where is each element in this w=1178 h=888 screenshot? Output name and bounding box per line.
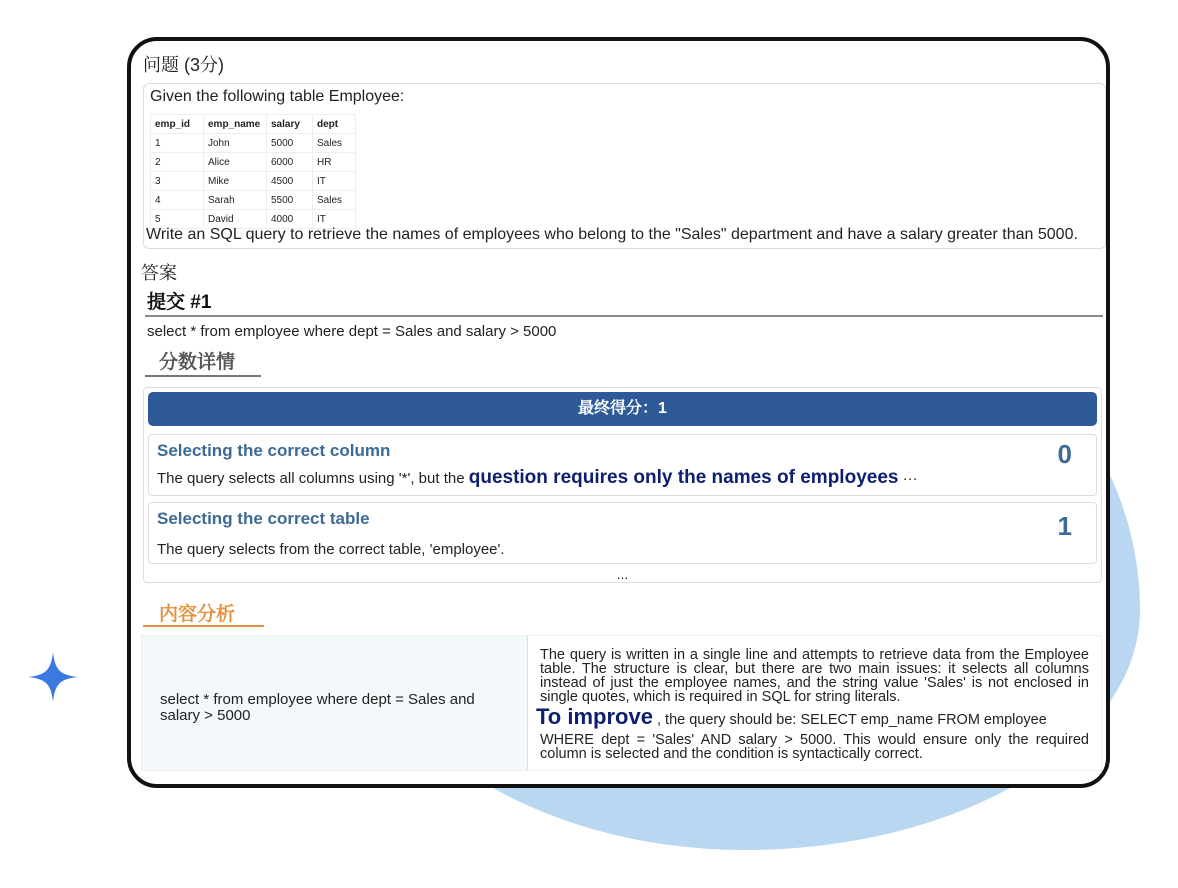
analysis-title: 内容分析 bbox=[159, 604, 236, 625]
improve-highlight: To improve bbox=[536, 704, 653, 729]
criterion-card bbox=[148, 434, 1097, 496]
table-cell: IT bbox=[313, 210, 356, 229]
employee-table bbox=[150, 114, 356, 229]
criterion-score: 1 bbox=[1057, 511, 1072, 541]
criterion-card bbox=[148, 502, 1097, 564]
table-cell: 4500 bbox=[267, 172, 313, 191]
analysis-query: select * from employee where dept = Sales and salary > 5000 bbox=[142, 636, 528, 770]
table-cell: 3 bbox=[151, 172, 204, 191]
table-row bbox=[151, 134, 356, 153]
final-score-bar: 最终得分：1 bbox=[148, 392, 1097, 426]
table-row bbox=[151, 153, 356, 172]
question-prompt: Write an SQL query to retrieve the names of employees who belong to the "Sales" department and have a salary greater than 5000. bbox=[146, 226, 1078, 243]
improve-rest: , the query should be: SELECT emp_name FROM employee bbox=[656, 712, 1047, 728]
question-intro: Given the following table Employee: bbox=[150, 88, 405, 105]
table-row bbox=[151, 172, 356, 191]
grading-card bbox=[127, 37, 1110, 788]
table-cell: 2 bbox=[151, 153, 204, 172]
more-indicator: ... bbox=[616, 566, 629, 582]
table-cell: 5 bbox=[151, 210, 204, 229]
divider bbox=[143, 625, 264, 627]
table-row bbox=[151, 191, 356, 210]
table-cell: John bbox=[204, 134, 267, 153]
table-cell: Mike bbox=[204, 172, 267, 191]
analysis-text-before: The query is written in a single line and attempts to retrieve data from the Employee table. The structure is clear, but there are two main issues: it selects all columns instead of just the employee names, and the string value 'Sales' is not enclosed in single quotes, which is required in SQL for string literals. bbox=[540, 647, 1089, 705]
table-header: emp_id bbox=[151, 115, 204, 134]
table-cell: IT bbox=[313, 172, 356, 191]
analysis-text-after: WHERE dept = 'Sales' AND salary > 5000. This would ensure only the required column is selected and the condition is syntactically correct. bbox=[540, 732, 1089, 762]
sparkle-icon bbox=[28, 652, 78, 702]
table-header: emp_name bbox=[204, 115, 267, 134]
criterion-title: Selecting the correct table bbox=[157, 509, 370, 528]
answer-label: 答案 bbox=[141, 263, 177, 283]
table-cell: 5500 bbox=[267, 191, 313, 210]
table-header: dept bbox=[313, 115, 356, 134]
table-cell: 5000 bbox=[267, 134, 313, 153]
table-cell: 6000 bbox=[267, 153, 313, 172]
table-cell: Alice bbox=[204, 153, 267, 172]
question-label: 问题 (3分) bbox=[143, 55, 224, 75]
criterion-score: 0 bbox=[1057, 439, 1072, 469]
criterion-description: The query selects from the correct table, 'employee'. bbox=[157, 541, 505, 558]
criterion-trail: ··· bbox=[902, 470, 918, 487]
table-header: salary bbox=[267, 115, 313, 134]
score-details-title: 分数详情 bbox=[159, 352, 236, 373]
table-cell: David bbox=[204, 210, 267, 229]
table-header-row bbox=[151, 115, 356, 134]
criterion-description bbox=[157, 467, 918, 489]
divider bbox=[145, 315, 1103, 317]
criterion-desc-text: The query selects all columns using '*', but the bbox=[157, 470, 465, 487]
improve-line bbox=[536, 704, 1089, 729]
table-cell: Sales bbox=[313, 134, 356, 153]
criterion-highlight: question requires only the names of employees bbox=[468, 467, 899, 488]
table-cell: 4 bbox=[151, 191, 204, 210]
table-cell: 4000 bbox=[267, 210, 313, 229]
table-cell: Sales bbox=[313, 191, 356, 210]
table-cell: HR bbox=[313, 153, 356, 172]
analysis-text bbox=[528, 636, 1101, 770]
submitted-query: select * from employee where dept = Sales and salary > 5000 bbox=[147, 323, 557, 340]
table-cell: Sarah bbox=[204, 191, 267, 210]
submission-title: 提交 #1 bbox=[147, 292, 212, 313]
analysis-box bbox=[141, 635, 1102, 771]
table-cell: 1 bbox=[151, 134, 204, 153]
criterion-title: Selecting the correct column bbox=[157, 441, 391, 460]
score-panel bbox=[143, 387, 1102, 583]
divider bbox=[145, 375, 261, 377]
question-box bbox=[143, 83, 1106, 249]
